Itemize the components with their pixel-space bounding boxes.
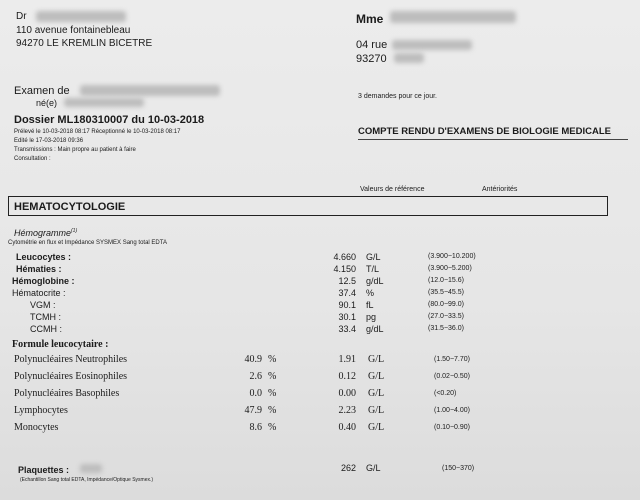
row-value: 33.4 [338,324,356,334]
patient-address-line2: 93270 [356,53,387,65]
formule-value: 1.91 [338,354,356,365]
row-label: VGM : [30,300,56,310]
previous-column-header: Antériorités [482,186,518,193]
plaquettes-method: (Echantillon Sang total EDTA, Impédance/Optique Sysmex.) [20,477,154,483]
edite-line: Edité le 17-03-2018 09:36 [14,138,84,144]
formule-ref: (0.02−0.50) [434,373,470,380]
plaquettes-unit: G/L [366,463,381,473]
formule-value: 2.23 [338,405,356,416]
row-label: TCMH : [30,312,61,322]
plaquettes-value: 262 [340,463,356,473]
row-value: 4.150 [333,264,356,274]
formule-pct-unit: % [268,371,277,382]
row-label: Hémoglobine : [12,276,75,286]
formule-ref: (0.10−0.90) [434,424,470,431]
born-label: né(e) [36,98,58,108]
exam-label: Examen de [14,85,70,97]
row-value: 12.5 [338,276,356,286]
doctor-prefix: Dr [16,11,27,22]
reference-column-header: Valeurs de référence [360,186,425,193]
formule-pct: 0.0 [249,388,262,399]
formule-ref: (1.50−7.70) [434,356,470,363]
row-label: Leucocytes : [16,252,72,262]
row-value: 4.660 [333,252,356,262]
formule-value: 0.00 [338,388,356,399]
formule-label: Polynucléaires Neutrophiles [14,354,128,365]
formule-ref: (<0.20) [434,390,457,397]
preleve-line: Prélevé le 10-03-2018 08:17 Réceptionné le 10-03-2018 08:17 [14,129,181,135]
formule-unit: G/L [368,405,385,416]
consultation-line: Consultation : [14,156,51,162]
formule-pct: 2.6 [249,371,262,382]
dossier-number: Dossier ML180310007 du 10-03-2018 [14,114,205,126]
row-ref: (80.0−99.0) [428,301,464,308]
redacted-patient-city [394,53,424,63]
formule-pct-unit: % [268,422,277,433]
formule-pct-unit: % [268,388,277,399]
row-ref: (3.900−10.200) [428,253,476,260]
redacted-exam-patient [80,85,220,96]
row-ref: (31.5−36.0) [428,325,464,332]
row-unit: pg [366,312,377,322]
requests-note: 3 demandes pour ce jour. [358,93,437,100]
formule-label: Monocytes [14,422,59,433]
report-title: COMPTE RENDU D'EXAMENS DE BIOLOGIE MEDICALE [358,126,611,137]
row-unit: G/L [366,252,381,262]
transmissions-line: Transmissions : Main propre au patient à faire [14,147,136,153]
row-ref: (12.0−15.6) [428,277,464,284]
row-value: 37.4 [338,288,356,298]
formule-pct: 47.9 [244,405,262,416]
hemogramme-method: Cytométrie en flux et Impédance SYSMEX Sang total EDTA [8,240,167,246]
row-unit: % [366,288,375,298]
row-label: Hématies : [16,264,62,274]
formule-pct: 8.6 [249,422,262,433]
formule-unit: G/L [368,371,385,382]
plaquettes-label: Plaquettes : [18,465,70,475]
formule-pct-unit: % [268,405,277,416]
patient-address-line1: 04 rue [356,39,388,51]
redacted-patient-name [390,11,516,23]
row-unit: g/dL [366,276,384,286]
plaquettes-ref: (150−370) [442,465,475,472]
redacted-doctor-name [36,11,126,22]
formule-unit: G/L [368,388,385,399]
formule-label: Lymphocytes [14,405,68,416]
row-unit: fL [366,300,374,310]
formule-label: Polynucléaires Eosinophiles [14,371,128,382]
row-value: 30.1 [338,312,356,322]
redacted-plaquettes-note [80,464,102,473]
row-unit: T/L [366,264,380,274]
row-value: 90.1 [338,300,356,310]
row-ref: (35.5−45.5) [428,289,464,296]
row-ref: (27.0−33.5) [428,313,464,320]
formule-value: 0.40 [338,422,356,433]
row-unit: g/dL [366,324,384,334]
redacted-birthdate [64,98,144,107]
doctor-address-line1: 110 avenue fontainebleau [16,25,131,36]
formule-unit: G/L [368,354,385,365]
row-label: CCMH : [30,324,62,334]
patient-prefix: Mme [356,12,384,26]
formule-pct: 40.9 [244,354,262,365]
formule-value: 0.12 [338,371,356,382]
formule-pct-unit: % [268,354,277,365]
section-title: HEMATOCYTOLOGIE [14,201,126,213]
row-ref: (3.900−5.200) [428,265,472,272]
hemogramme-title: Hémogramme$^{(1)}$ [14,228,78,238]
formule-ref: (1.00−4.00) [434,407,470,414]
doctor-address-line2: 94270 LE KREMLIN BICETRE [16,38,153,49]
redacted-patient-street [392,40,472,50]
row-label: Hématocrite : [12,288,66,298]
report-title-underline [358,139,628,140]
formule-unit: G/L [368,422,385,433]
formule-label: Polynucléaires Basophiles [14,388,120,399]
formule-title: Formule leucocytaire : [12,339,109,350]
